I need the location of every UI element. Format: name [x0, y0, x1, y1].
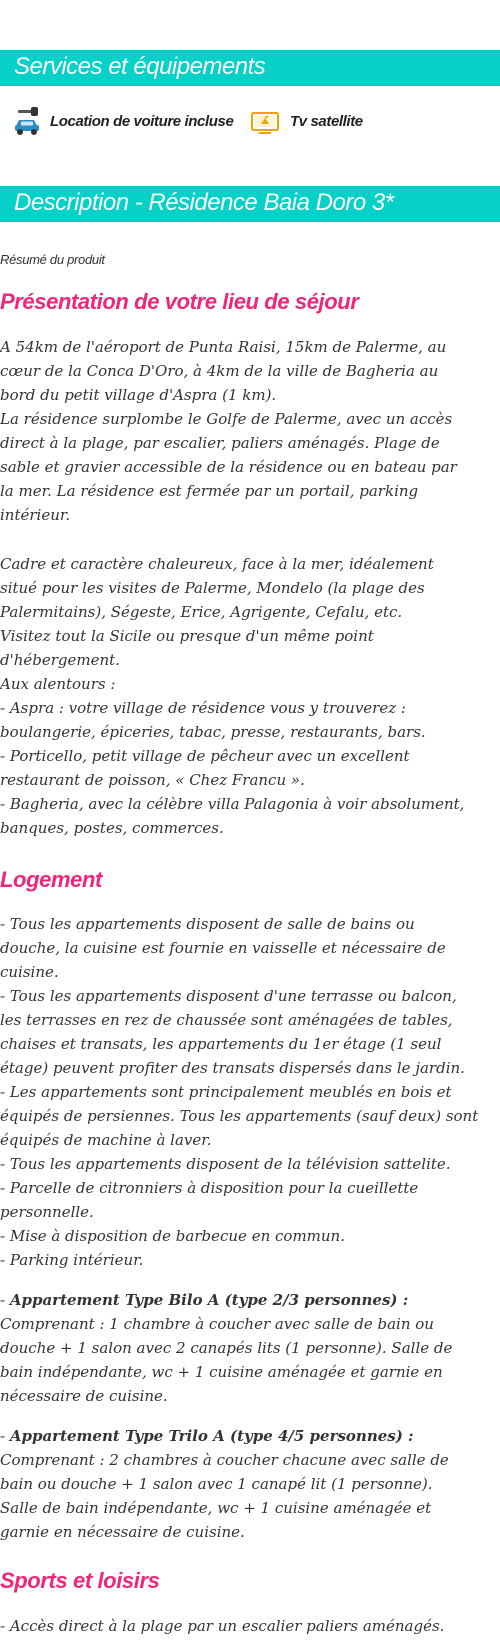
text-line: douche + 1 salon avec 2 canapés lits (1 personne). Salle de — [0, 1339, 453, 1357]
text-line: équipés de machine à laver. — [0, 1131, 212, 1149]
text-line: Palermitains), Ségeste, Erice, Agrigente, Cefalu, etc. — [0, 603, 403, 621]
text-line: bain indépendante, wc + 1 cuisine aménagée et garnie en — [0, 1363, 443, 1381]
logement-heading: Logement — [0, 867, 102, 892]
text-line: bord du petit village d'Aspra (1 km). — [0, 386, 277, 404]
text-line: bain ou douche + 1 salon avec 1 canapé lit (1 personne). — [0, 1475, 433, 1493]
text-line: nécessaire de cuisine. — [0, 1387, 168, 1405]
text-line: garnie en nécessaire de cuisine. — [0, 1523, 245, 1541]
logement-paragraph — [0, 912, 500, 1272]
text-line: - Parking intérieur. — [0, 1251, 144, 1269]
text-line: Aux alentours : — [0, 675, 116, 693]
text-line: étage) peuvent profiter des transats dispersés dans le jardin. — [0, 1059, 465, 1077]
text-line: d'hébergement. — [0, 651, 120, 669]
trilo-heading: Appartement Type Trilo A (type 4/5 personnes) : — [9, 1427, 414, 1445]
sports-paragraph — [0, 1614, 500, 1638]
text-line: - Tous les appartements disposent d'une terrasse ou balcon, — [0, 987, 457, 1005]
service-item-car — [12, 104, 233, 138]
text-line: direct à la plage, par escalier, paliers aménagés. Plage de — [0, 434, 440, 452]
description-title: Description - Résidence Baia Doro 3* — [14, 189, 394, 216]
list-dash: - — [0, 1427, 10, 1445]
text-line: équipés de persiennes. Tous les appartements (sauf deux) sont — [0, 1107, 479, 1125]
text-line: Comprenant : 1 chambre à coucher avec salle de bain ou — [0, 1315, 434, 1333]
text-line: Comprenant : 2 chambres à coucher chacune avec salle de — [0, 1451, 449, 1469]
services-header — [0, 50, 500, 86]
text-line: situé pour les visites de Palerme, Mondelo (la plage des — [0, 579, 425, 597]
car-key-icon — [12, 106, 42, 136]
text-line: la mer. La résidence est fermée par un portail, parking — [0, 482, 419, 500]
list-dash: - — [0, 1291, 10, 1309]
description-header — [0, 186, 500, 222]
text-line: La résidence surplombe le Golfe de Palerme, avec un accès — [0, 410, 453, 428]
text-line: - Les appartements sont principalement meublés en bois et — [0, 1083, 452, 1101]
tv-satellite-icon — [250, 106, 280, 136]
service-label-tv: Tv satellite — [290, 112, 363, 130]
text-line: - Bagheria, avec la célèbre villa Palagonia à voir absolument, — [0, 795, 465, 813]
presentation-heading: Présentation de votre lieu de séjour — [0, 289, 359, 314]
service-item-tv — [250, 104, 363, 138]
presentation-paragraph-1 — [0, 335, 500, 527]
service-label-car: Location de voiture incluse — [50, 112, 234, 130]
text-line: Visitez tout la Sicile ou presque d'un même point — [0, 627, 374, 645]
text-line: - Porticello, petit village de pêcheur avec un excellent — [0, 747, 410, 765]
services-title: Services et équipements — [14, 53, 266, 80]
text-line: douche, la cuisine est fournie en vaisselle et nécessaire de — [0, 939, 446, 957]
product-summary-label: Résumé du produit — [0, 252, 105, 267]
text-line: intérieur. — [0, 506, 71, 524]
text-line: restaurant de poisson, « Chez Francu ». — [0, 771, 305, 789]
text-line: boulangerie, épiceries, tabac, presse, restaurants, bars. — [0, 723, 426, 741]
text-line: banques, postes, commerces. — [0, 819, 224, 837]
text-line: personnelle. — [0, 1203, 94, 1221]
text-line: Salle de bain indépendante, wc + 1 cuisine aménagée et — [0, 1499, 432, 1517]
text-line: chaises et transats, les appartements du 1er étage (1 seul — [0, 1035, 442, 1053]
trilo-apartment-block — [0, 1424, 500, 1544]
text-line: - Mise à disposition de barbecue en commun. — [0, 1227, 345, 1245]
text-line: A 54km de l'aéroport de Punta Raisi, 15km de Palerme, au — [0, 338, 447, 356]
presentation-paragraph-2 — [0, 552, 500, 840]
text-line: - Aspra : votre village de résidence vous y trouverez : — [0, 699, 406, 717]
sports-heading: Sports et loisirs — [0, 1568, 160, 1593]
trilo-heading-line — [0, 1424, 500, 1448]
bilo-heading-line — [0, 1288, 500, 1312]
text-line: - Parcelle de citronniers à disposition pour la cueillette — [0, 1179, 419, 1197]
bilo-apartment-block — [0, 1288, 500, 1408]
text-line: - Tous les appartements disposent de la télévision sattelite. — [0, 1155, 451, 1173]
text-line: - Tous les appartements disposent de salle de bains ou — [0, 915, 415, 933]
bilo-heading: Appartement Type Bilo A (type 2/3 personnes) : — [9, 1291, 409, 1309]
text-line: sable et gravier accessible de la résidence ou en bateau par — [0, 458, 457, 476]
text-line: cœur de la Conca D'Oro, à 4km de la ville de Bagheria au — [0, 362, 439, 380]
text-line: les terrasses en rez de chaussée sont aménagées de tables, — [0, 1011, 453, 1029]
text-line: Cadre et caractère chaleureux, face à la mer, idéalement — [0, 555, 434, 573]
text-line: cuisine. — [0, 963, 59, 981]
text-line: - Accès direct à la plage par un escalier paliers aménagés. — [0, 1617, 445, 1635]
